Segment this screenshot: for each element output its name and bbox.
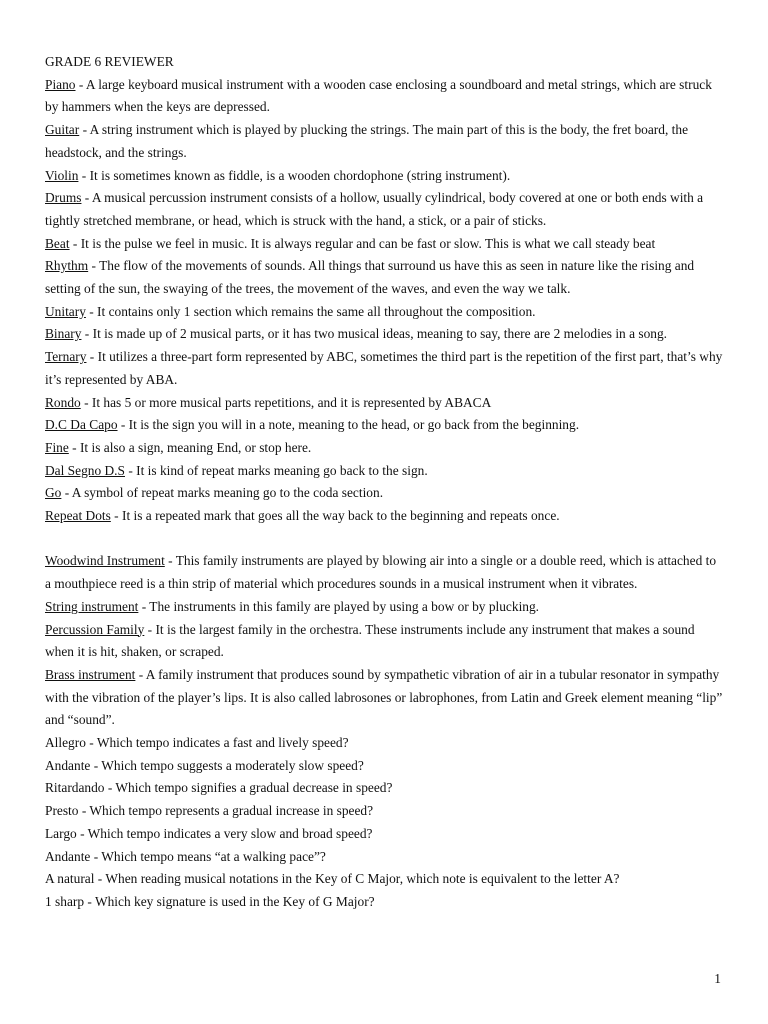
definition-text: - It is the sign you will in a note, meaning to the head, or go back from the beginning.: [117, 417, 580, 433]
definition-text: - It is sometimes known as fiddle, is a wooden chordophone (string instrument).: [78, 167, 511, 183]
definition-text: - This family instruments are played by blowing air into a single or a double reed, which is attached to a mouthpiece reed is a thin strip of material which procedures sounds in a musical instrument when it vibrates.: [45, 553, 717, 592]
term-label: Beat: [45, 235, 70, 251]
entry-rhythm: [45, 255, 725, 300]
question-line: Allegro - Which tempo indicates a fast and lively speed?: [45, 735, 349, 751]
definition-text: - It is a repeated mark that goes all the way back to the beginning and repeats once.: [110, 508, 560, 524]
question-line: Largo - Which tempo indicates a very slow and broad speed?: [45, 825, 373, 841]
entry-piano: [45, 74, 725, 119]
entry-da-capo: [45, 414, 725, 437]
term-label: Rhythm: [45, 258, 89, 274]
entry-unitary: [45, 301, 725, 324]
entry-rondo: [45, 392, 725, 415]
definition-text: - A string instrument which is played by plucking the strings. The main part of this is the body, the fret board, the headstock, and the strings.: [45, 122, 689, 160]
definition-text: - A symbol of repeat marks meaning go to the coda section.: [61, 485, 384, 501]
question-line: Andante - Which tempo suggests a moderately slow speed?: [45, 757, 364, 773]
term-label: Binary: [45, 326, 82, 342]
definition-text: - It is kind of repeat marks meaning go back to the sign.: [124, 462, 428, 478]
definition-text: - It contains only 1 section which remains the same all throughout the composition.: [85, 303, 536, 319]
term-label: Woodwind Instrument: [45, 553, 165, 569]
question-line: Ritardando - Which tempo signifies a gradual decrease in speed?: [45, 780, 393, 796]
term-label: Drums: [45, 190, 82, 206]
entry-dal-segno: [45, 460, 725, 483]
term-label: Violin: [45, 167, 79, 183]
term-label: Brass instrument: [45, 666, 136, 682]
term-label: Guitar: [45, 122, 80, 138]
question-line: 1 sharp - Which key signature is used in the Key of G Major?: [45, 894, 375, 909]
entry-woodwind: [45, 550, 725, 595]
entry-string: [45, 596, 725, 619]
definition-text: - A family instrument that produces sound by sympathetic vibration of air in a tubular resonator in sympathy with the vibration of the player’s lips. It is also called labrosones or labrophones, from Latin and Greek element meaning “lip” and “sound”.: [45, 666, 723, 728]
definition-text: - It utilizes a three-part form represented by ABC, sometimes the third part is the repetition of the first part, that’s why it’s represented by ABA.: [45, 349, 723, 387]
document-title: GRADE 6 REVIEWER: [45, 54, 174, 69]
definition-text: - The instruments in this family are played by using a bow or by plucking.: [138, 598, 540, 614]
entry-percussion: [45, 619, 725, 664]
term-label: Rondo: [45, 394, 81, 410]
entry-violin: [45, 165, 725, 188]
definition-text: - A musical percussion instrument consists of a hollow, usually cylindrical, body covered at one or both ends with a tightly stretched membrane, or head, which is struck with the hand, a stick, or a pair of sticks.: [45, 190, 704, 228]
definition-text: - The flow of the movements of sounds. All things that surround us have this as seen in nature like the rising and setting of the sun, the swaying of the trees, the movement of the waves, and even the way we talk.: [45, 258, 695, 297]
entry-drums: [45, 187, 725, 232]
entry-ternary: [45, 346, 725, 391]
term-label: Percussion Family: [45, 621, 145, 637]
definition-text: - It is also a sign, meaning End, or stop here.: [68, 439, 312, 455]
term-label: Repeat Dots: [45, 508, 111, 524]
entry-beat: [45, 233, 725, 256]
definition-text: - A large keyboard musical instrument with a wooden case enclosing a soundboard and metal strings, which are struck by hammers when the keys are depressed.: [45, 76, 712, 115]
entry-brass: [45, 664, 725, 732]
definition-text: - It is the pulse we feel in music. It is always regular and can be fast or slow. This is what we call steady beat: [69, 235, 656, 251]
question-line: Andante - Which tempo means “at a walking pace”?: [45, 848, 326, 864]
entry-go: [45, 482, 725, 505]
definition-text: - It is the largest family in the orchestra. These instruments include any instrument that makes a sound when it is hit, shaken, or scraped.: [45, 621, 695, 660]
term-label: Ternary: [45, 349, 87, 365]
term-label: Fine: [45, 439, 69, 455]
entry-guitar: [45, 119, 725, 164]
term-label: Unitary: [45, 303, 86, 319]
question-line: Presto - Which tempo represents a gradual increase in speed?: [45, 803, 374, 819]
term-label: Dal Segno D.S: [45, 462, 125, 478]
definition-text: - It is made up of 2 musical parts, or it has two musical ideas, meaning to say, there are 2 melodies in a song.: [81, 326, 668, 342]
section-spacer: [45, 528, 725, 551]
term-label: D.C Da Capo: [45, 417, 118, 433]
term-label: String instrument: [45, 598, 139, 614]
entry-repeat-dots: [45, 505, 725, 528]
document-body: [45, 51, 725, 914]
entry-binary: [45, 323, 725, 346]
entry-fine: [45, 437, 725, 460]
question-line: A natural - When reading musical notations in the Key of C Major, which note is equivalent to the letter A?: [45, 871, 620, 887]
term-label: Piano: [45, 76, 76, 92]
page-number: 1: [714, 971, 721, 986]
term-label: Go: [45, 485, 62, 501]
definition-text: - It has 5 or more musical parts repetitions, and it is represented by ABACA: [80, 394, 492, 410]
